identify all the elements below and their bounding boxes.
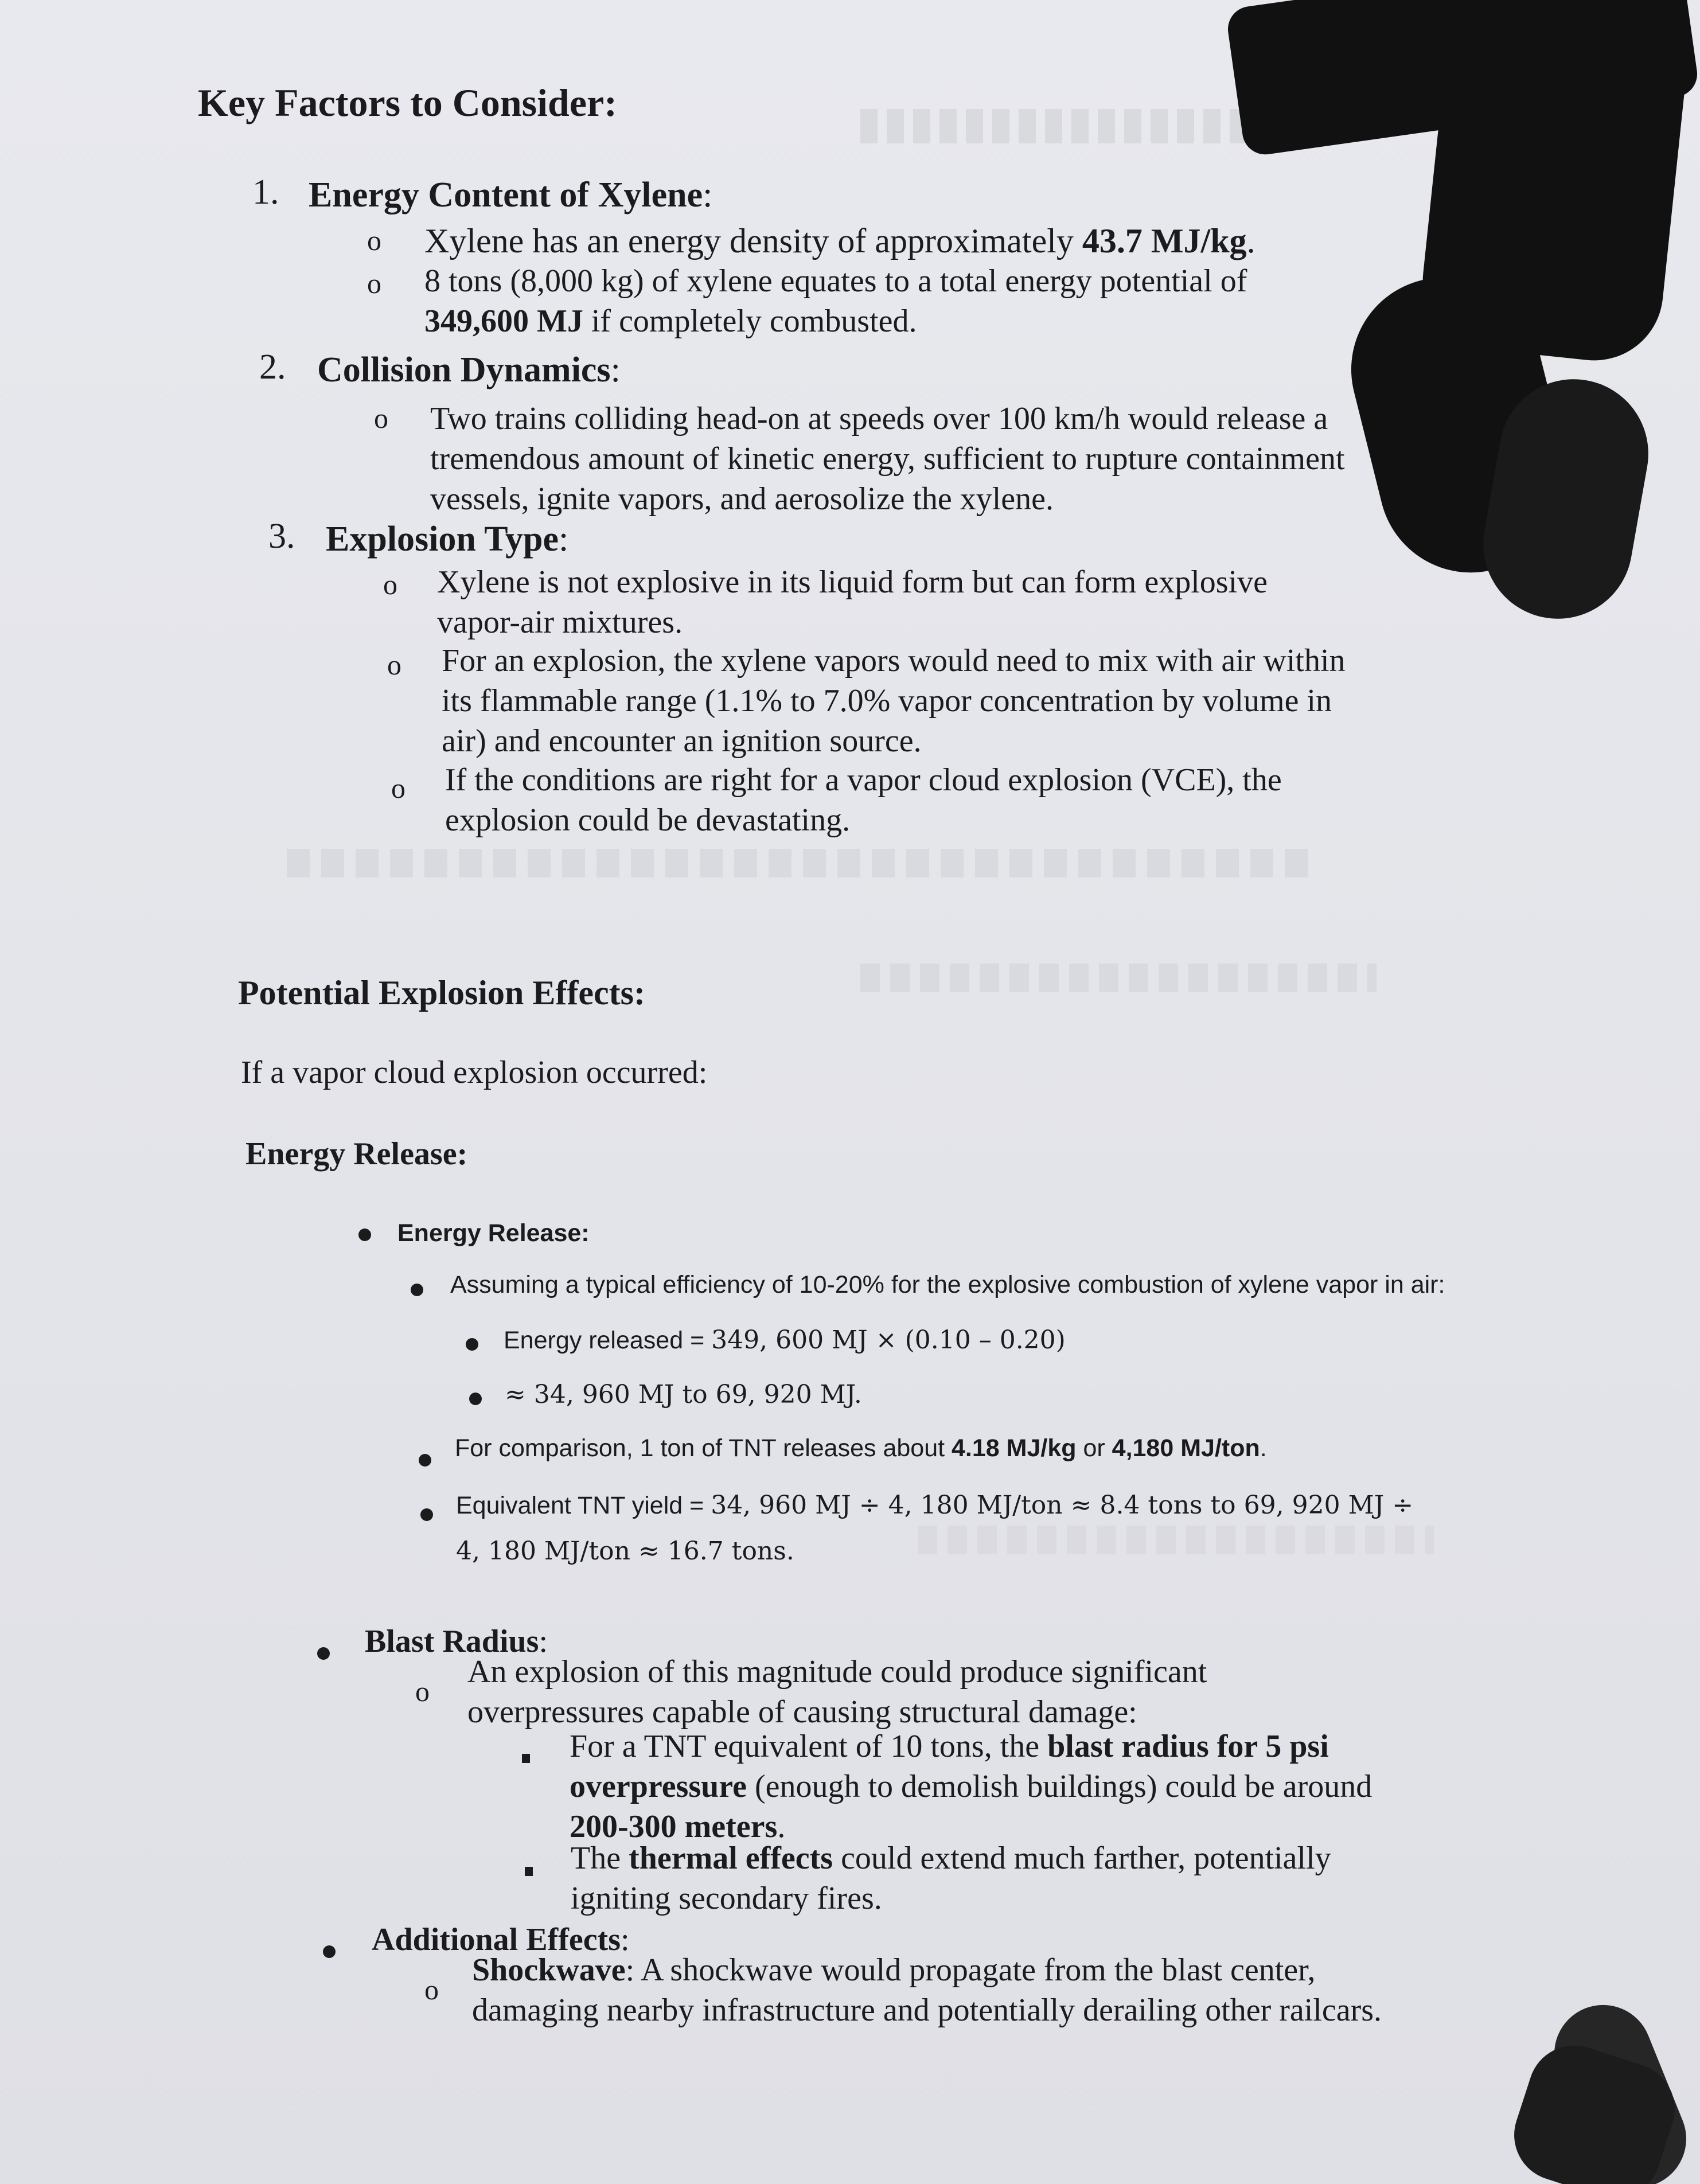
list-number: 2. [259,348,286,387]
bullet-dot-icon [420,1508,433,1521]
hollow-bullet-icon: o [374,402,388,434]
list-item-label: Explosion Type: [326,520,569,559]
bullet-dot-icon [419,1454,431,1467]
energy-release-subheading: Energy Release: [397,1219,590,1247]
bullet-dot-icon [411,1284,423,1296]
bullet-text: For an explosion, the xylene vapors would need to mix with air within its flammable range (1.1% to 7.0% vapor concentration by volume in air) and encounter an ignition source. [442,643,1346,759]
hollow-bullet-icon: o [415,1675,430,1707]
section-title-key-factors: Key Factors to Consider: [198,81,617,124]
bleed-through-texture [287,849,1319,877]
effects-intro: If a vapor cloud explosion occurred: [241,1055,708,1090]
hollow-bullet-icon: o [391,772,405,804]
list-item-label: Energy Content of Xylene: [309,176,713,214]
additional-effects-label: Additional Effects: [372,1922,630,1957]
tnt-equivalent-formula: Equivalent TNT yield = 34, 960 MJ ÷ 4, 180 MJ/ton ≈ 8.4 tons to 69, 920 MJ ÷ 4, 180 MJ/ton ≈ 16.7 tons. [456,1491,1414,1566]
bleed-through-texture [860,964,1377,992]
tnt-comparison: For comparison, 1 ton of TNT releases about 4.18 MJ/kg or 4,180 MJ/ton. [455,1434,1267,1462]
blast-radius-label: Blast Radius: [365,1624,548,1659]
hollow-bullet-icon: o [367,267,381,299]
bullet-dot-icon [466,1338,478,1351]
energy-released-formula: Energy released = 349, 600 MJ × (0.10 – 0.20) [504,1325,1066,1355]
hollow-bullet-icon: o [387,649,401,681]
list-number: 3. [268,517,295,556]
blast-intro: An explosion of this magnitude could produce significant overpressures capable of causing structural damage: [467,1654,1207,1730]
bullet-text: Xylene has an energy density of approximately 43.7 MJ/kg. [424,222,1255,260]
list-item-label: Collision Dynamics: [317,350,621,389]
shockwave-detail: Shockwave: A shockwave would propagate from the blast center, damaging nearby infrastructure and potentially derailing other railcars. [472,1952,1382,2028]
redaction-mark [1502,2034,1686,2184]
section-title-effects: Potential Explosion Effects: [238,974,645,1012]
hollow-bullet-icon: o [383,568,397,600]
bullet-text: Xylene is not explosive in its liquid form but can form explosive vapor-air mixtures. [437,564,1268,640]
thermal-effects-detail: The thermal effects could extend much farther, potentially igniting secondary fires. [571,1840,1331,1916]
bullet-text: Two trains colliding head-on at speeds over 100 km/h would release a tremendous amount of kinetic energy, sufficient to rupture containment vessels, ignite vapors, and aerosolize the xylene. [430,401,1345,517]
hollow-bullet-icon: o [367,224,381,256]
hollow-bullet-icon: o [424,1974,439,2006]
energy-release-heading: Energy Release: [245,1136,468,1172]
bullet-text: 8 tons (8,000 kg) of xylene equates to a total energy potential of 349,600 MJ if completely combusted. [424,263,1247,339]
bullet-dot-icon [323,1945,336,1958]
blast-radius-detail: For a TNT equivalent of 10 tons, the blast radius for 5 psi overpressure (enough to demolish buildings) could be around 200-300 meters. [570,1729,1373,1844]
square-bullet-icon [525,1867,533,1876]
assumption-text: Assuming a typical efficiency of 10-20% for the explosive combustion of xylene vapor in air: [450,1271,1445,1298]
bullet-dot-icon [358,1228,371,1241]
list-number: 1. [252,173,279,212]
bullet-dot-icon [317,1647,330,1660]
bullet-dot-icon [469,1393,482,1405]
square-bullet-icon [522,1754,530,1763]
bullet-text: If the conditions are right for a vapor cloud explosion (VCE), the explosion could be devastating. [445,762,1282,838]
energy-approx-formula: ≈ 34, 960 MJ to 69, 920 MJ. [505,1380,862,1409]
